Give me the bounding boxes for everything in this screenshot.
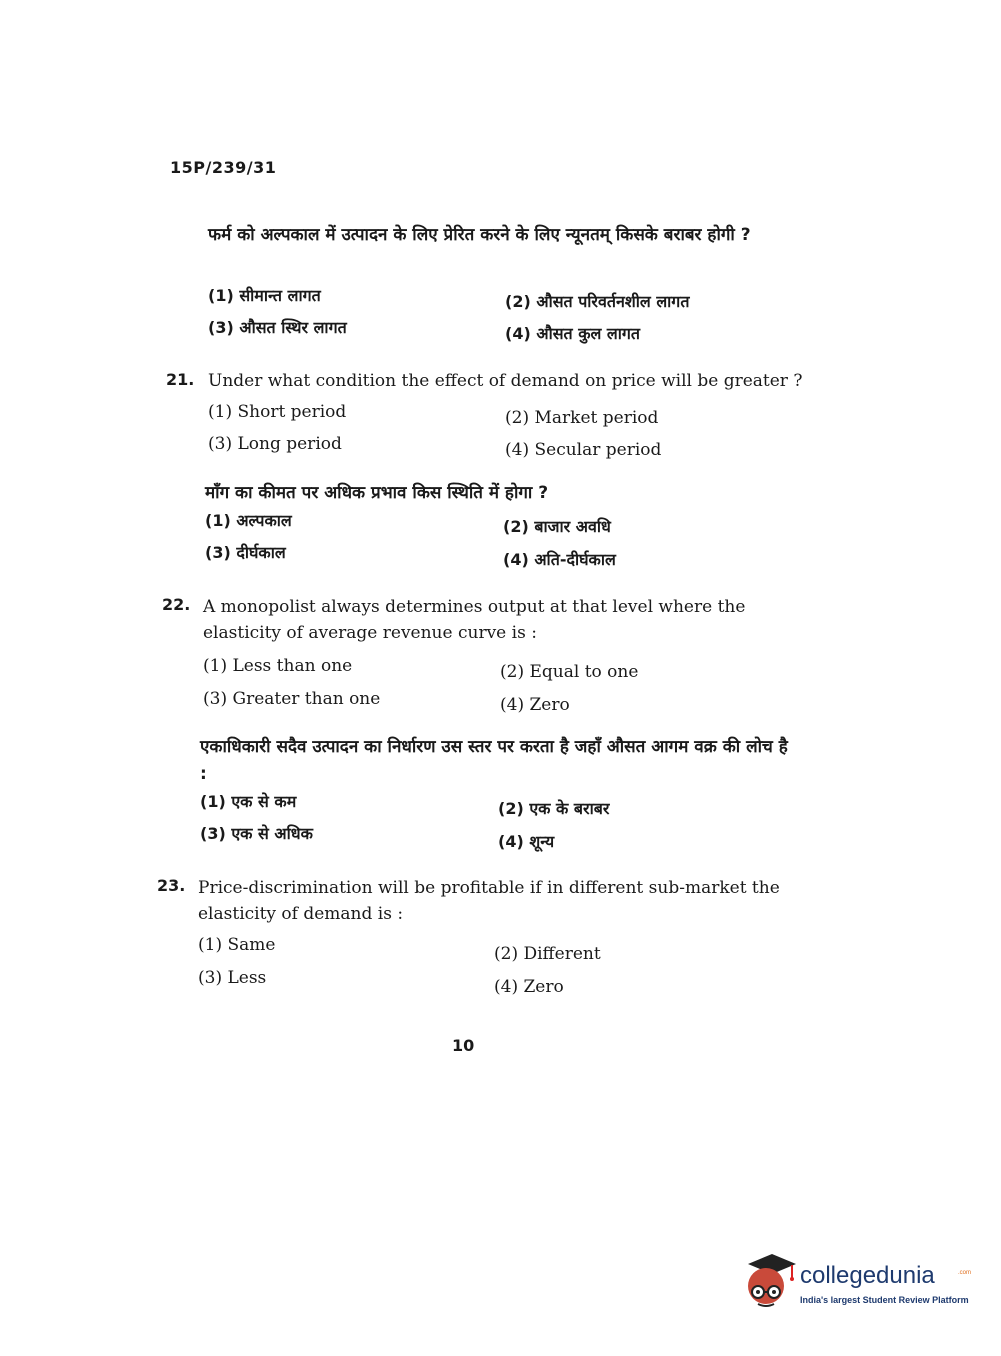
q23-option-1: (1) Same	[198, 935, 276, 955]
logo-tagline: India's largest Student Review Platform	[800, 1295, 969, 1305]
q23-option-4: (4) Zero	[494, 977, 564, 997]
mascot-icon	[742, 1250, 798, 1314]
q21-option-2: (2) Market period	[505, 408, 659, 428]
question-23-number: 23.	[157, 876, 186, 895]
q21-option-1: (1) Short period	[208, 402, 347, 422]
question-21-number: 21.	[166, 370, 195, 389]
q22-option-3: (3) Greater than one	[203, 689, 381, 709]
q21-hindi-option-1: (1) अल्पकाल	[205, 511, 292, 530]
page-number: 10	[452, 1036, 475, 1055]
question-23-text: Price-discrimination will be profitable if in different sub-market the elasticity of demand is :	[198, 878, 780, 924]
q22-hindi-option-2: (2) एक के बराबर	[498, 799, 610, 818]
q21-hindi-option-4: (4) अति-दीर्घकाल	[503, 550, 616, 569]
q22-option-4: (4) Zero	[500, 695, 570, 715]
q20-hindi-option-4: (4) औसत कुल लागत	[505, 324, 641, 343]
question-22-number: 22.	[162, 595, 191, 614]
question-20-hindi-text: फर्म को अल्पकाल में उत्पादन के लिए प्रेरित करने के लिए न्यूनतम् किसके बराबर होगी ?	[208, 225, 751, 245]
q21-hindi-option-2: (2) बाजार अवधि	[503, 517, 611, 536]
q22-hindi-option-4: (4) शून्य	[498, 832, 555, 851]
question-21-hindi-text: माँग का कीमत पर अधिक प्रभाव किस स्थिति में होगा ?	[205, 483, 549, 503]
q21-option-3: (3) Long period	[208, 434, 342, 454]
question-21-text: Under what condition the effect of demand on price will be greater ?	[208, 371, 803, 391]
q22-option-2: (2) Equal to one	[500, 662, 639, 682]
collegedunia-logo	[742, 1250, 972, 1314]
q20-hindi-option-1: (1) सीमान्त लागत	[208, 286, 321, 305]
q23-option-3: (3) Less	[198, 968, 267, 988]
q20-hindi-option-3: (3) औसत स्थिर लागत	[208, 318, 347, 337]
q23-option-2: (2) Different	[494, 944, 601, 964]
logo-domain: .com	[958, 1270, 972, 1276]
q21-hindi-option-3: (3) दीर्घकाल	[205, 543, 286, 562]
q20-hindi-option-2: (2) औसत परिवर्तनशील लागत	[505, 292, 690, 311]
q22-hindi-option-3: (3) एक से अधिक	[200, 824, 313, 843]
q22-hindi-option-1: (1) एक से कम	[200, 792, 297, 811]
logo-name: collegedunia	[800, 1262, 935, 1289]
question-22-text: A monopolist always determines output at that level where the elasticity of average revenue curve is :	[203, 597, 746, 643]
q22-option-1: (1) Less than one	[203, 656, 353, 676]
question-22-hindi-text: एकाधिकारी सदैव उत्पादन का निर्धारण उस स्तर पर करता है जहाँ औसत आगम वक्र की लोच है :	[200, 737, 788, 784]
q21-option-4: (4) Secular period	[505, 440, 662, 460]
paper-code: 15P/239/31	[170, 158, 277, 177]
